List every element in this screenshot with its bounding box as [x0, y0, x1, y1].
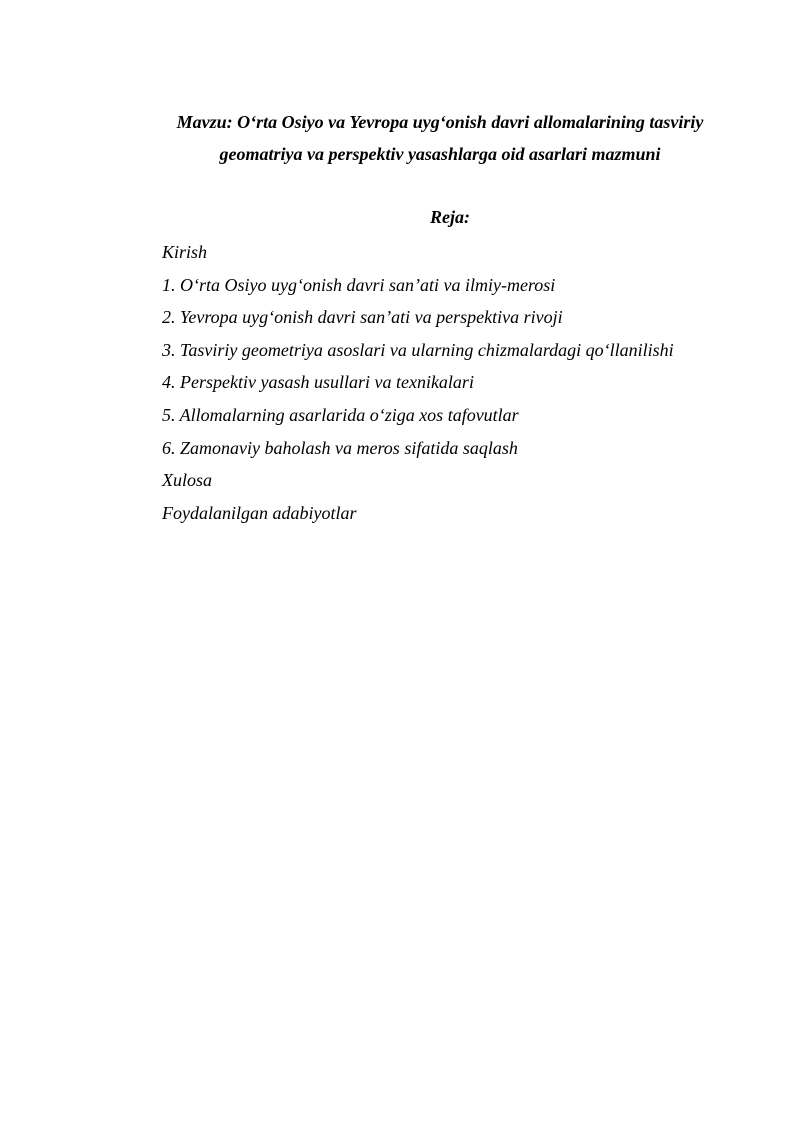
plan-item-4: 4. Perspektiv yasash usullari va texnikalari [162, 372, 474, 393]
document-title [120, 106, 760, 170]
plan-item-6: 6. Zamonaviy baholash va meros sifatida saqlash [162, 437, 518, 458]
plan-list [162, 236, 674, 529]
plan-item-introduction: Kirish [162, 242, 208, 262]
title-line-1: Mavzu: O‘rta Osiyo va Yevropa uyg‘onish davri allomalarining tasviriy [176, 112, 704, 132]
plan-item-5: 5. Allomalarning asarlarida o‘ziga xos tafovutlar [162, 404, 519, 425]
title-line-2: geomatriya va perspektiv yasashlarga oid asarlari mazmuni [219, 144, 661, 164]
plan-item-conclusion: Xulosa [162, 470, 213, 491]
plan-item-1: 1. O‘rta Osiyo uyg‘onish davri san’ati va ilmiy-merosi [162, 274, 556, 295]
plan-item-references: Foydalanilgan adabiyotlar [162, 502, 357, 523]
plan-heading: Reja: [430, 207, 470, 227]
plan-item-2: 2. Yevropa uyg‘onish davri san’ati va perspektiva rivoji [162, 307, 563, 328]
plan-item-3: 3. Tasviriy geometriya asoslari va ularning chizmalardagi qo‘llanilishi [162, 339, 674, 360]
